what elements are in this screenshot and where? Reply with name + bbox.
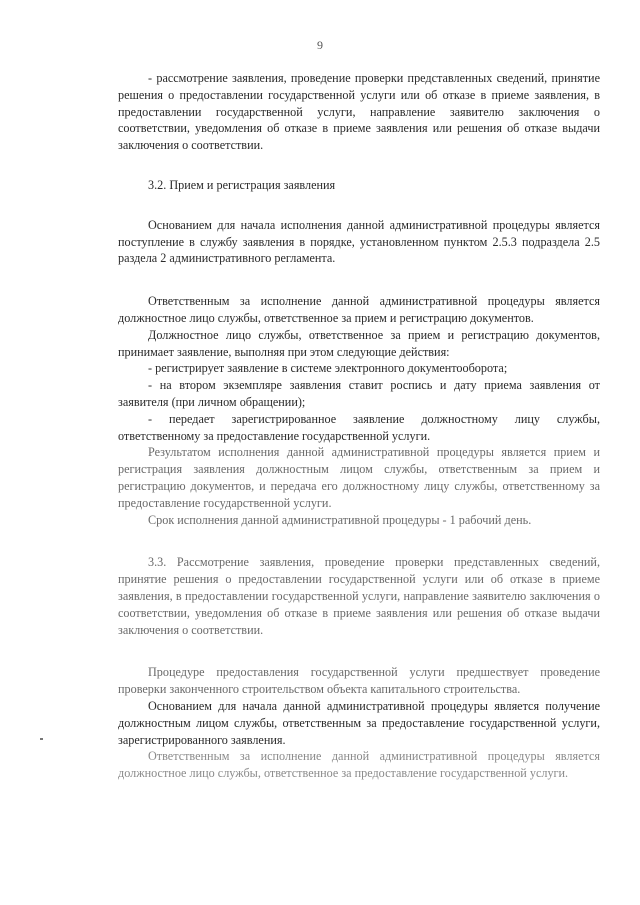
paragraph-consideration-item: - рассмотрение заявления, проведение проверки представленных сведений, принятие решения о предоставлении государственной услуги или об отказе в приеме заявления, в предоставлении государственной услуги, направление заявителю заключения о соответствии, уведомления об отказе в приеме заявления или решения об отказе выдачи заключения о соответствии. — [118, 71, 600, 153]
list-item-transfer: - передает зарегистрированное заявление должностному лицу службы, ответственному за предоставление государственной услуги. — [118, 411, 600, 443]
paragraph-result: Результатом исполнения данной административной процедуры является прием и регистрация заявления должностным лицом службы, ответственным за прием и регистрацию документов, и передача его должностному лицу службы, ответственному за предоставление государственной услуги. — [118, 445, 600, 510]
paragraph-responsible-service: Ответственным за исполнение данной административной процедуры является должностное лицо службы, ответственное за предоставление государственной услуги. — [118, 749, 600, 781]
paragraph-official-actions: Должностное лицо службы, ответственное за прием и регистрацию документов, принимает заявление, выполняя при этом следующие действия: — [118, 327, 600, 359]
document-body — [118, 70, 600, 782]
section-heading-3-2: 3.2. Прием и регистрация заявления — [148, 177, 336, 192]
margin-mark — [40, 738, 43, 740]
paragraph-grounds: Основанием для начала исполнения данной административной процедуры является поступление в службу заявления в порядке, установленном пунктом 2.5.3 подраздела 2.5 раздела 2 административного регламента. — [118, 217, 600, 266]
list-item-register: - регистрирует заявление в системе электронного документооборота; — [148, 361, 508, 376]
paragraph-responsible: Ответственным за исполнение данной административной процедуры является должностное лицо службы, ответственное за прием и регистрацию документов. — [118, 294, 600, 325]
paragraph-basis: Основанием для начала данной административной процедуры является получение должностным лицом службы, ответственным за предоставление государственной услуги, зарегистрированного заявления. — [118, 698, 600, 747]
section-heading-3-3: 3.3. Рассмотрение заявления, проведение проверки представленных сведений, принятие решения о предоставлении государственной услуги или об отказе в приеме заявления, в предоставлении государственной услуги, направление заявителю заключения о соответствии, уведомления об отказе в приеме заявления или решения об отказе выдачи заключения о соответствии. — [118, 555, 600, 637]
list-item-signature: - на втором экземпляре заявления ставит роспись и дату приема заявления от заявителя (при личном обращении); — [118, 378, 600, 409]
paragraph-precedes: Процедуре предоставления государственной услуги предшествует проведение проверки законченного строительством объекта капитального строительства. — [118, 665, 600, 697]
paragraph-deadline: Срок исполнения данной административной процедуры - 1 рабочий день. — [148, 512, 532, 527]
page-number: 9 — [317, 38, 323, 52]
